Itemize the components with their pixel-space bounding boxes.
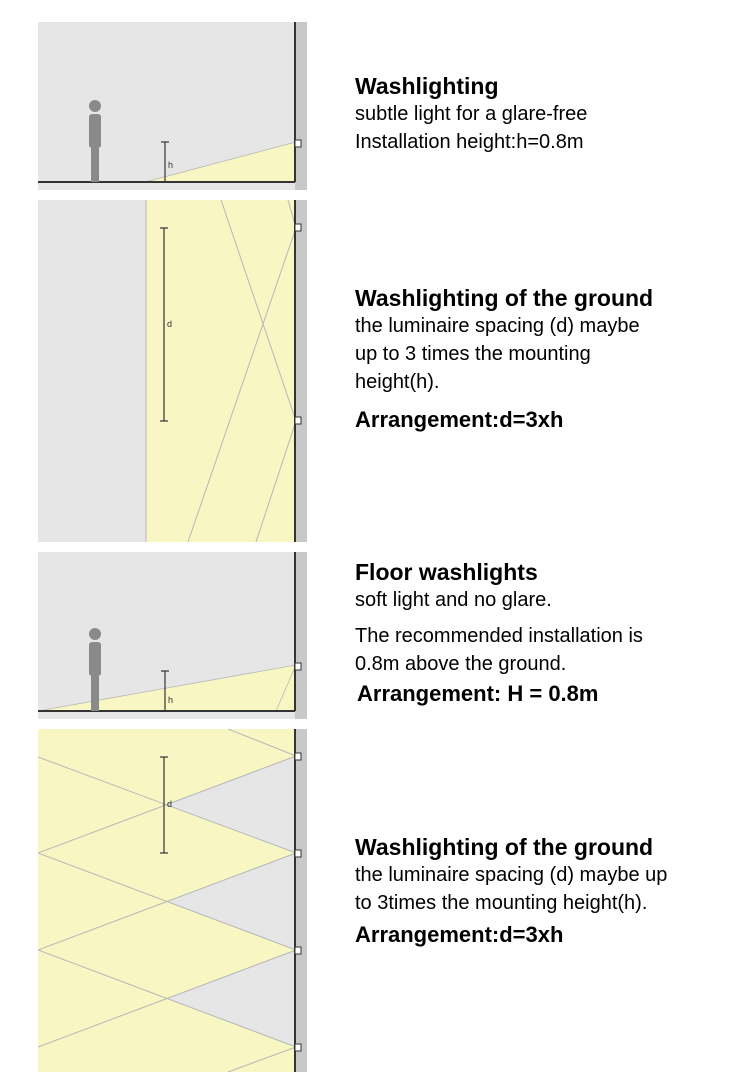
wall-surface: [295, 22, 307, 190]
description-line: soft light and no glare.: [355, 589, 552, 611]
section-ground-washlighting-2: [355, 833, 740, 949]
section-title: Floor washlights: [355, 559, 538, 585]
arrangement-label: Arrangement:d=3xh: [355, 922, 564, 947]
description-line: height(h).: [355, 371, 440, 393]
section-title: Washlighting of the ground: [355, 285, 654, 311]
diagram-side-view-washlighting: [38, 22, 307, 190]
arrangement-label: Arrangement:d=3xh: [355, 407, 564, 432]
height-label: h: [168, 160, 174, 170]
luminaire: [295, 224, 301, 231]
luminaire: [295, 753, 301, 760]
height-label: h: [168, 695, 174, 705]
section-washlighting: [355, 72, 740, 156]
description-line: to 3times the mounting height(h).: [355, 892, 648, 914]
luminaire: [295, 850, 301, 857]
arrangement-label: Arrangement: H = 0.8m: [357, 681, 599, 706]
luminaire: [295, 1044, 301, 1051]
spacing-label: d: [167, 799, 173, 809]
section-floor-washlights: [355, 558, 740, 708]
diagram-plan-view-ground-1: [38, 200, 307, 542]
luminaire: [295, 663, 301, 670]
description-line: 0.8m above the ground.: [355, 653, 567, 675]
description-line: up to 3 times the mounting: [355, 343, 591, 365]
description-line: the luminaire spacing (d) maybe: [355, 315, 640, 337]
wall-surface: [295, 200, 307, 542]
spacing-label: d: [167, 319, 173, 329]
section-title: Washlighting: [355, 73, 499, 99]
description-line: Installation height:h=0.8m: [355, 131, 584, 153]
diagram-side-view-floor: [38, 552, 307, 719]
section-title: Washlighting of the ground: [355, 834, 654, 860]
section-ground-washlighting-1: [355, 284, 740, 434]
description-line: the luminaire spacing (d) maybe up: [355, 864, 668, 886]
wall-surface: [295, 729, 307, 1072]
light-area: [146, 200, 296, 542]
luminaire: [295, 947, 301, 954]
wall-surface: [295, 552, 307, 719]
luminaire: [295, 417, 301, 424]
diagram-plan-view-ground-2: [38, 729, 307, 1072]
description-line: subtle light for a glare-free: [355, 103, 588, 125]
luminaire: [295, 140, 301, 147]
description-line: The recommended installation is: [355, 625, 643, 647]
